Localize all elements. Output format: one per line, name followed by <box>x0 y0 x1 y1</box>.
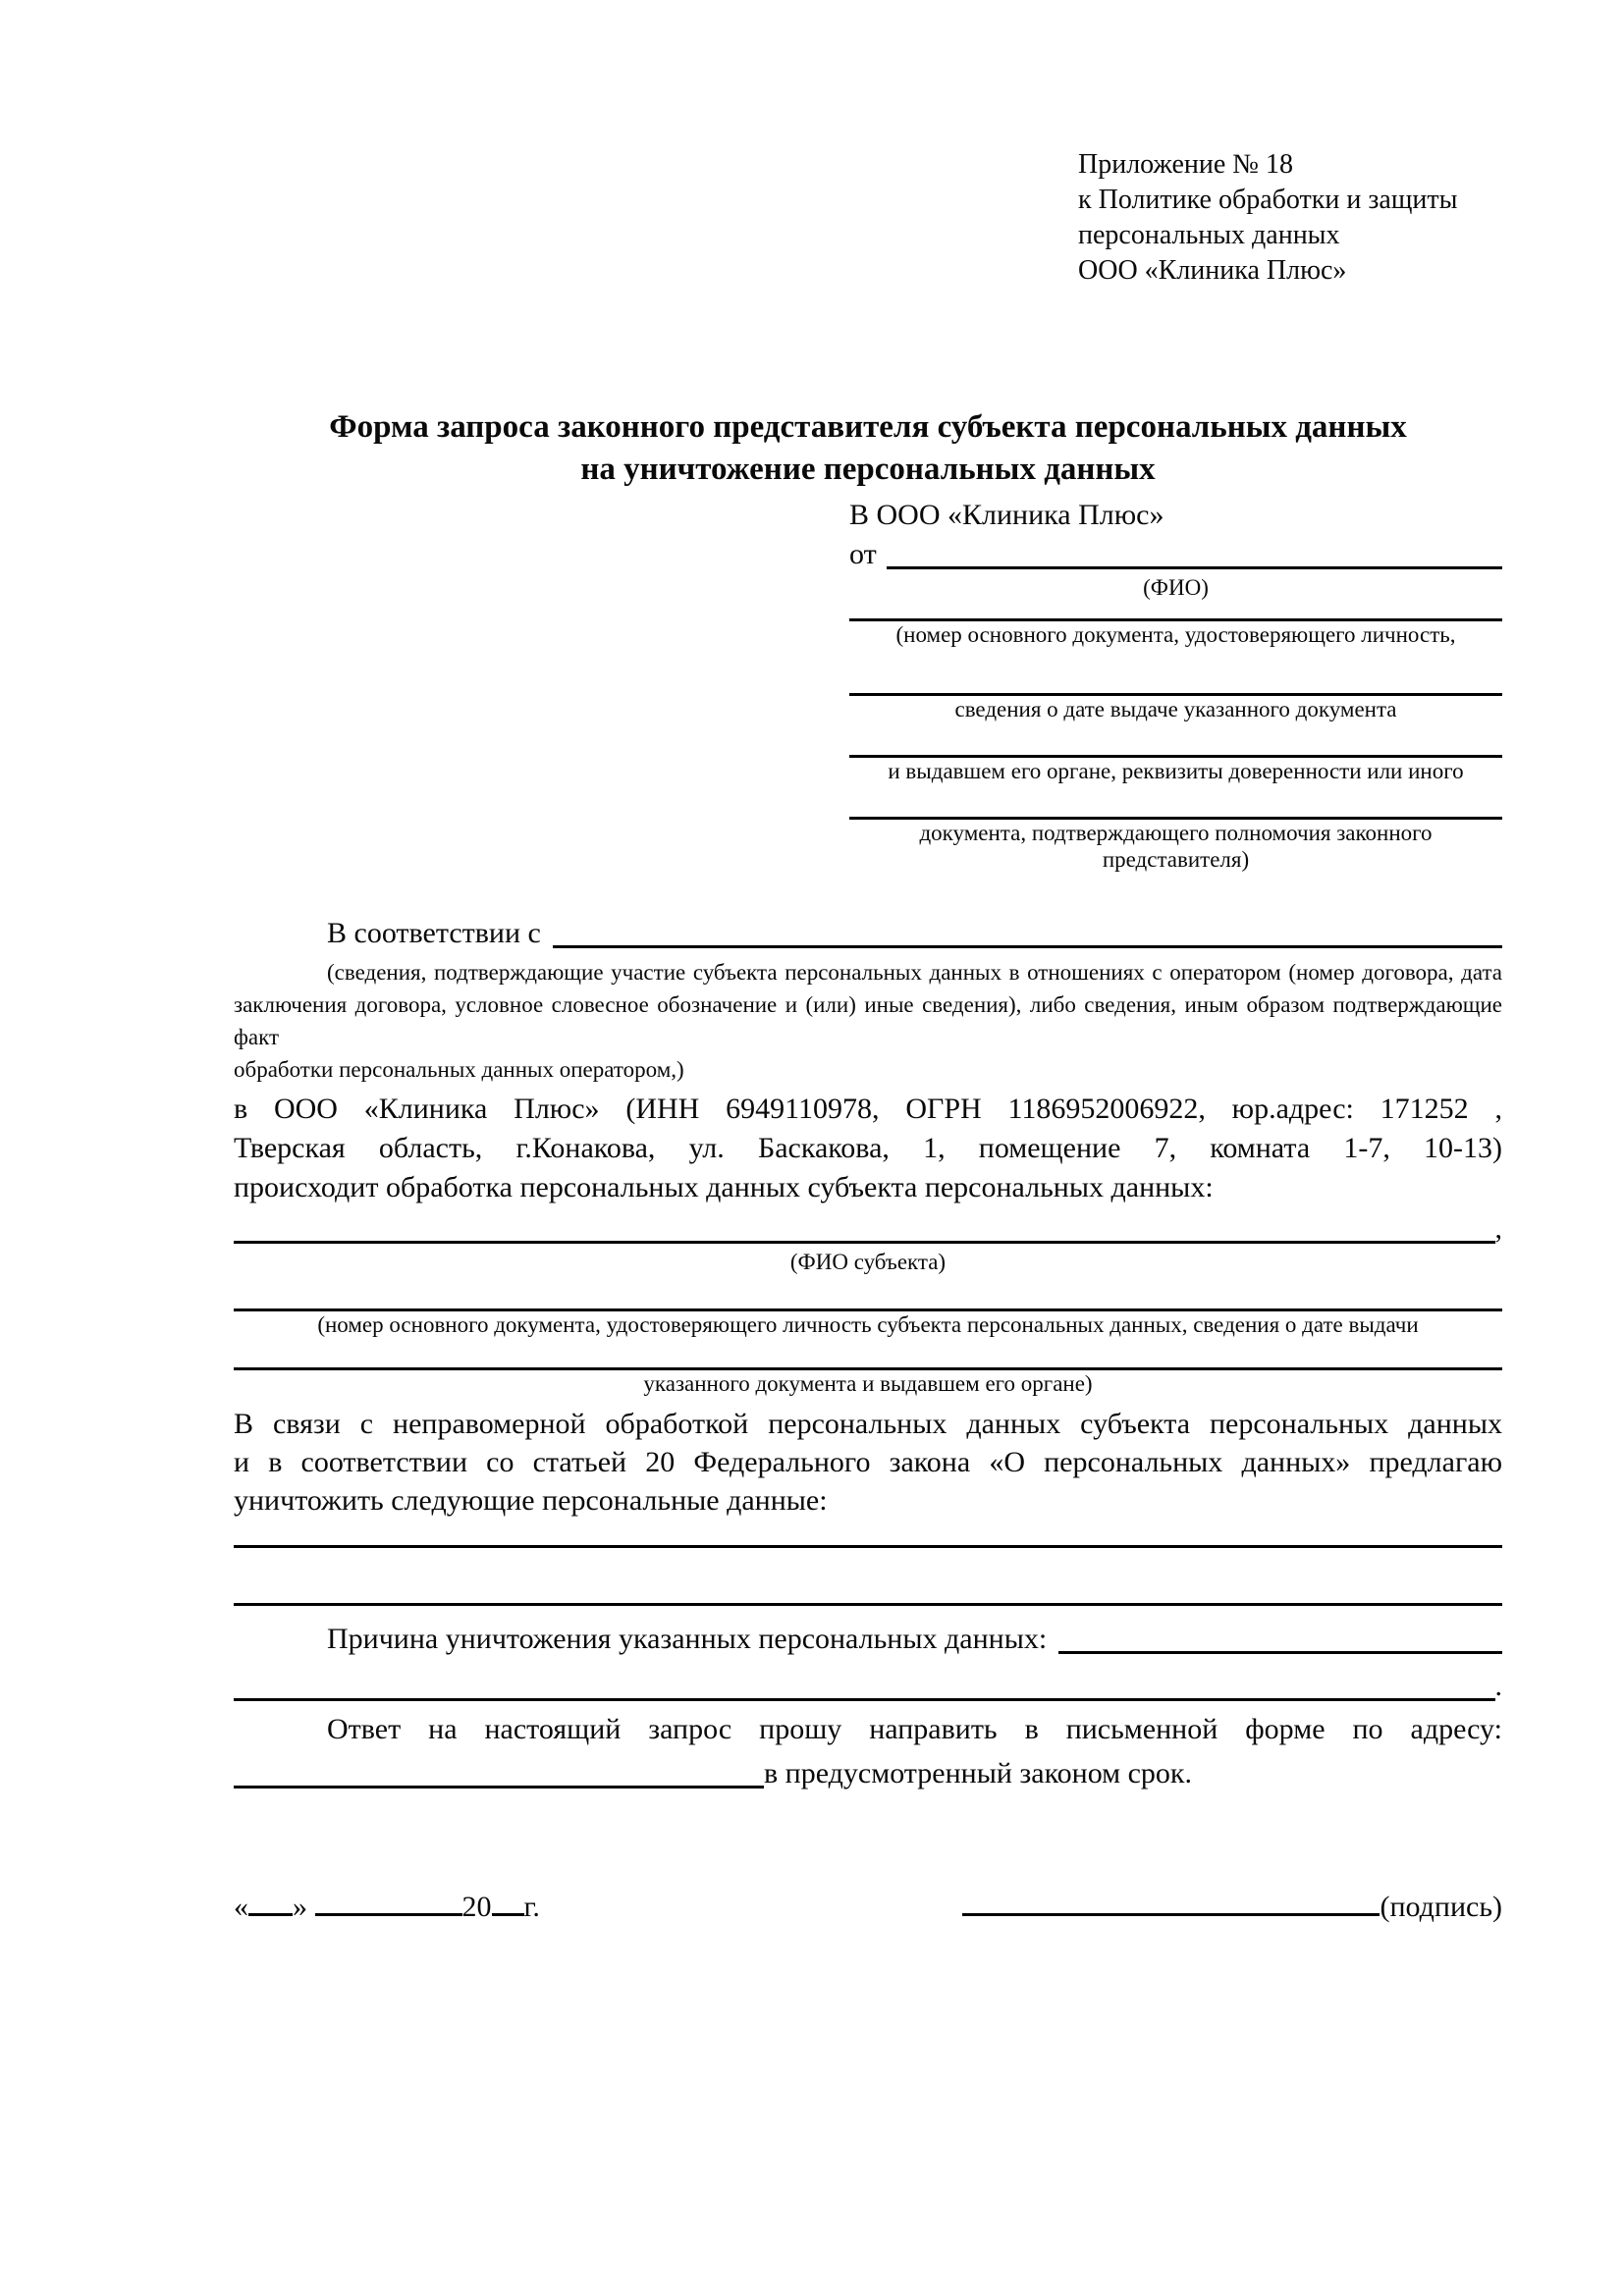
representative-doc-caption-1: (номер основного документа, удостоверяющего личность, <box>895 622 1456 647</box>
note-line-3: обработки персональных данных оператором,) <box>234 1057 684 1082</box>
appendix-line-2: к Политике обработки и защиты <box>1078 185 1458 215</box>
accordance-row <box>234 914 1502 953</box>
date-year-blank <box>492 1884 524 1916</box>
address-blank-line <box>234 1756 764 1789</box>
reason-blank-line <box>1058 1651 1502 1654</box>
representative-doc-caption-4: документа, подтверждающего полномочия законного представителя) <box>919 821 1433 872</box>
reason-continuation-row <box>234 1667 1502 1706</box>
request-paragraph <box>234 1405 1502 1520</box>
request-line-1: В связи с неправомерной обработкой персональных данных субъекта персональных данных <box>234 1408 1502 1440</box>
date-month-blank <box>315 1884 462 1916</box>
date-day-blank <box>248 1884 293 1916</box>
date-quote-close: » <box>293 1891 307 1923</box>
reason-row <box>234 1620 1502 1659</box>
accordance-lead: В соответствии с <box>327 917 541 949</box>
date-quote-open: « <box>234 1891 248 1923</box>
request-line-3: уничтожить следующие персональные данные: <box>234 1484 828 1517</box>
appendix-line-4: ООО «Клиника Плюс» <box>1078 255 1347 286</box>
representative-doc-caption-2: сведения о дате выдаче указанного документа <box>954 697 1397 721</box>
appendix-block <box>1078 147 1502 289</box>
representative-doc-caption-3: и выдавшем его органе, реквизиты доверенности или иного <box>888 759 1464 783</box>
signature-group <box>962 1884 1502 1927</box>
date-year-suffix: г. <box>523 1891 540 1923</box>
subject-doc-caption-2: указанного документа и выдавшем его органе) <box>643 1371 1093 1396</box>
signature-caption: (подпись) <box>1380 1891 1502 1923</box>
addressee-block <box>849 496 1502 873</box>
data-blank-line-1 <box>234 1545 1502 1548</box>
signature-blank-line <box>962 1884 1380 1916</box>
fio-caption: (ФИО) <box>1143 575 1209 600</box>
date-year-prefix: 20 <box>461 1891 492 1923</box>
appendix-line-3: персональных данных <box>1078 220 1340 250</box>
subject-fio-row <box>234 1209 1502 1249</box>
subject-doc-caption-1: (номер основного документа, удостоверяющего личность субъекта персональных данных, сведения о дате выдачи <box>317 1312 1419 1337</box>
answer-tail-text: в предусмотренный законом срок. <box>764 1757 1192 1789</box>
answer-tail-row <box>234 1754 1502 1793</box>
from-row <box>849 535 1502 574</box>
title-line-2: на уничтожение персональных данных <box>580 452 1156 487</box>
from-label: от <box>849 538 877 570</box>
accordance-blank-line <box>553 945 1502 948</box>
subject-fio-comma: , <box>1494 1212 1502 1245</box>
subject-fio-caption: (ФИО субъекта) <box>789 1250 947 1274</box>
operator-paragraph <box>234 1090 1502 1207</box>
subject-fio-blank-line <box>234 1241 1495 1244</box>
operator-line-1: в ООО «Клиника Плюс» (ИНН 6949110978, ОГРН 1186952006922, юр.адрес: 171252 , <box>234 1093 1502 1125</box>
addressee-organization: В ООО «Клиника Плюс» <box>849 499 1164 531</box>
appendix-line-1: Приложение № 18 <box>1078 149 1293 180</box>
footer-row <box>234 1884 1502 1927</box>
operator-line-3: происходит обработка персональных данных субъекта персональных данных: <box>234 1171 1214 1203</box>
operator-line-2: Тверская область, г.Конакова, ул. Баскакова, 1, помещение 7, комната 1-7, 10-13) <box>234 1132 1502 1164</box>
reason-label: Причина уничтожения указанных персональных данных: <box>327 1623 1048 1655</box>
note-line-1: (сведения, подтверждающие участие субъекта персональных данных в отношениях с оператором (номер договора, дата <box>327 960 1502 985</box>
answer-lead-line: Ответ на настоящий запрос прошу направить в письменной форме по адресу: <box>327 1713 1502 1745</box>
reason-blank-line-2 <box>234 1698 1495 1701</box>
from-blank-line <box>887 566 1502 569</box>
date-group <box>234 1884 540 1927</box>
request-line-2: и в соответствии со статьей 20 Федерального закона «О персональных данных» предлагаю <box>234 1446 1502 1478</box>
reason-period: . <box>1494 1670 1502 1702</box>
title-line-1: Форма запроса законного представителя субъекта персональных данных <box>329 409 1407 445</box>
accordance-note <box>234 956 1502 1086</box>
form-title <box>234 406 1502 491</box>
data-blank-line-2 <box>234 1603 1502 1606</box>
note-line-2: заключения договора, условное словесное обозначение и (или) иные сведения), либо сведения, иным образом подтверждающие факт <box>234 992 1502 1049</box>
